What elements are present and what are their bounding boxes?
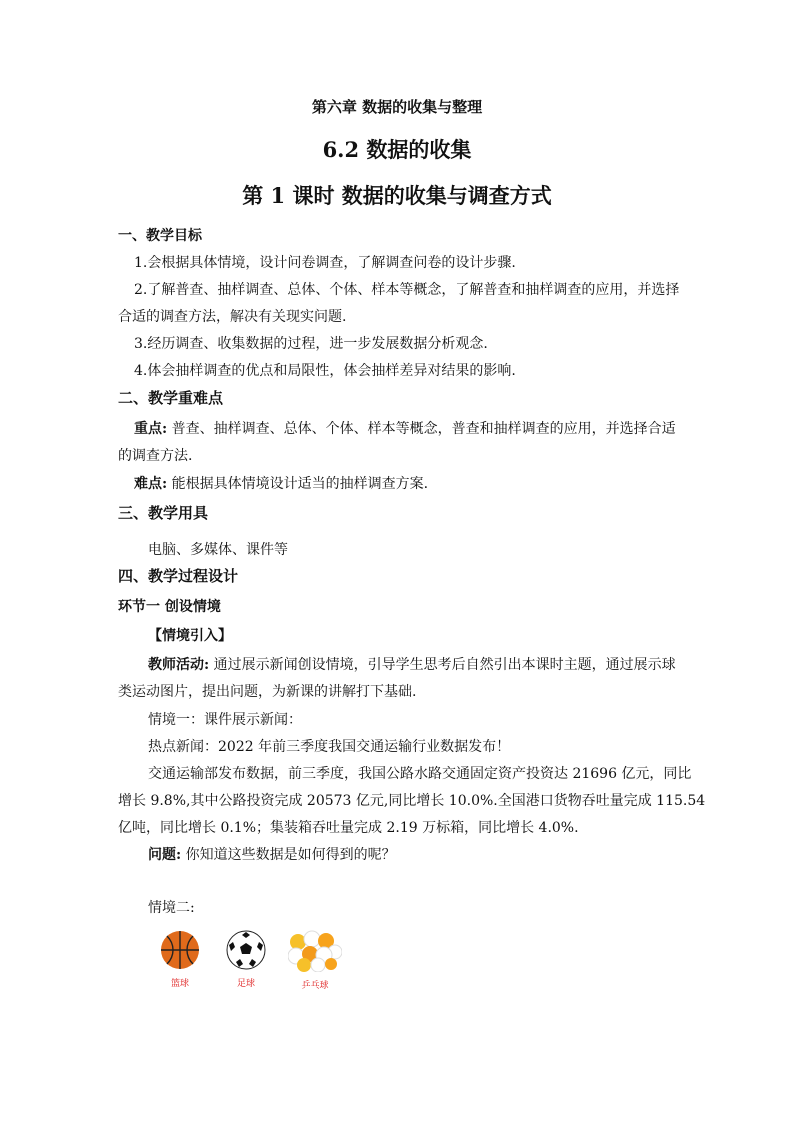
question-text: 你知道这些数据是如何得到的呢？ (181, 847, 396, 863)
teacher-text: 通过展示新闻创设情境，引导学生思考后自然引出本课时主题，通过展示球 (209, 657, 676, 673)
ping-pong-caption: 乒乓球 (301, 981, 329, 991)
teacher-line (148, 655, 708, 675)
difficulty-label: 难点: (134, 476, 168, 492)
question-line (148, 845, 708, 865)
focus-line (134, 419, 694, 439)
difficulty-text: 能根据具体情境设计适当的抽样调查方案. (167, 476, 429, 492)
soccer-ball-caption: 足球 (236, 979, 255, 989)
difficulty-line (134, 474, 694, 494)
objectives-heading: 一、教学目标 (118, 228, 202, 244)
intro-tag: 【情境引入】 (148, 628, 232, 644)
objective-2: 2.了解普查、抽样调查、总体、个体、样本等概念，了解普查和抽样调查的应用，并选择 (134, 282, 680, 298)
objective-1: 1.会根据具体情境，设计问卷调查，了解调查问卷的设计步骤. (134, 255, 516, 271)
question-label: 问题: (148, 847, 182, 863)
lesson-title: 第 1 课时 数据的收集与调查方式 (242, 183, 552, 208)
news-line-1: 交通运输部发布数据，前三季度，我国公路水路交通固定资产投资达 21696 亿元，同比 (148, 766, 692, 782)
basketball-image (160, 930, 200, 970)
news-line-3: 亿吨，同比增长 0.1%；集装箱吞吐量完成 2.19 万标箱，同比增长 4.0%. (118, 820, 579, 836)
section-title: 6.2 数据的收集 (322, 137, 472, 162)
ping-pong-balls-image (288, 930, 342, 972)
step1-heading: 环节一 创设情境 (118, 599, 221, 615)
objective-3: 3.经历调查、收集数据的过程，进一步发展数据分析观念. (134, 336, 488, 352)
soccer-ball-image (226, 930, 266, 970)
objective-2-cont: 合适的调查方法，解决有关现实问题. (118, 309, 347, 325)
process-heading: 四、教学过程设计 (118, 567, 239, 585)
teacher-label: 教师活动: (148, 657, 210, 673)
keypoints-heading: 二、教学重难点 (118, 389, 224, 407)
scene1-text: 情境一：课件展示新闻： (148, 712, 302, 728)
focus-line-2: 的调查方法. (118, 448, 193, 464)
teacher-line-2: 类运动图片，提出问题，为新课的讲解打下基础. (118, 684, 417, 700)
news-line-2: 增长 9.8%,其中公路投资完成 20573 亿元,同比增长 10.0%.全国港口货物吞吐量完成 115.54 (118, 793, 706, 809)
chapter-title: 第六章 数据的收集与整理 (311, 98, 483, 116)
basketball-caption: 篮球 (170, 979, 189, 989)
tools-heading: 三、教学用具 (118, 504, 209, 522)
scene2-text: 情境二: (148, 900, 195, 916)
focus-label: 重点: (134, 421, 168, 437)
focus-text: 普查、抽样调查、总体、个体、样本等概念，普查和抽样调查的应用，并选择合适 (167, 421, 676, 437)
news-title: 热点新闻：2022 年前三季度我国交通运输行业数据发布！ (148, 739, 511, 755)
objective-4: 4.体会抽样调查的优点和局限性，体会抽样差异对结果的影响. (134, 363, 516, 379)
tools-text: 电脑、多媒体、课件等 (148, 542, 288, 558)
